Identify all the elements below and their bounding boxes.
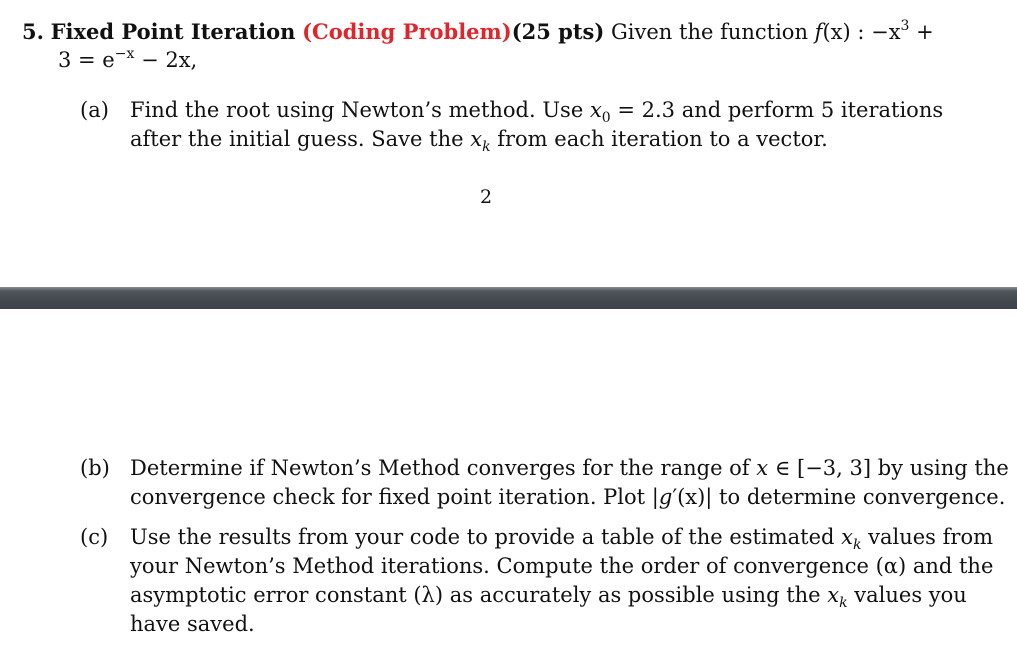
function-arg: (x) : −x	[822, 20, 901, 44]
document-page-bottom	[0, 309, 1017, 654]
function-plus: +	[909, 20, 934, 44]
problem-title: Fixed Point Iteration	[50, 19, 296, 44]
part-c-line-4: have saved.	[130, 612, 255, 636]
problem-intro: Given the function	[611, 20, 808, 44]
document-page-top	[0, 0, 1017, 287]
part-b-label: (b)	[80, 456, 110, 480]
page-separator	[0, 287, 1017, 309]
part-b-line-1: Determine if Newton’s Method converges for the range of x ∈ [−3, 3] by using the	[130, 456, 1009, 480]
part-c-label: (c)	[80, 525, 109, 549]
problem-points: (25 pts)	[511, 19, 605, 44]
problem-number: 5.	[22, 19, 44, 44]
part-c-line-3: asymptotic error constant (λ) as accurately as possible using the $x_k$ values you	[130, 583, 967, 611]
equation-exponent: −x	[114, 46, 135, 62]
equation-rest: − 2x,	[134, 48, 198, 72]
part-c-line-2: your Newton’s Method iterations. Compute the order of convergence (α) and the	[130, 554, 994, 578]
function-exponent: 3	[900, 18, 910, 34]
part-c-line-1: Use the results from your code to provide a table of the estimated $x_k$ values from	[130, 525, 994, 553]
function-name: f	[814, 20, 823, 44]
page-number: 2	[480, 186, 493, 208]
part-a-line-1: Find the root using Newton’s method. Use $x_0 = 2.3$ and perform 5 iterations	[130, 98, 944, 126]
problem-heading	[22, 18, 934, 46]
part-a-line-2: after the initial guess. Save the $x_k$ from each iteration to a vector.	[130, 127, 828, 155]
equation-line	[58, 46, 197, 74]
part-a-label: (a)	[80, 98, 109, 122]
part-b-line-2: convergence check for fixed point iteration. Plot |g′(x)| to determine convergence.	[130, 485, 1006, 509]
problem-tag: (Coding Problem)	[302, 19, 512, 44]
equation-lhs: 3 = e	[58, 48, 115, 72]
